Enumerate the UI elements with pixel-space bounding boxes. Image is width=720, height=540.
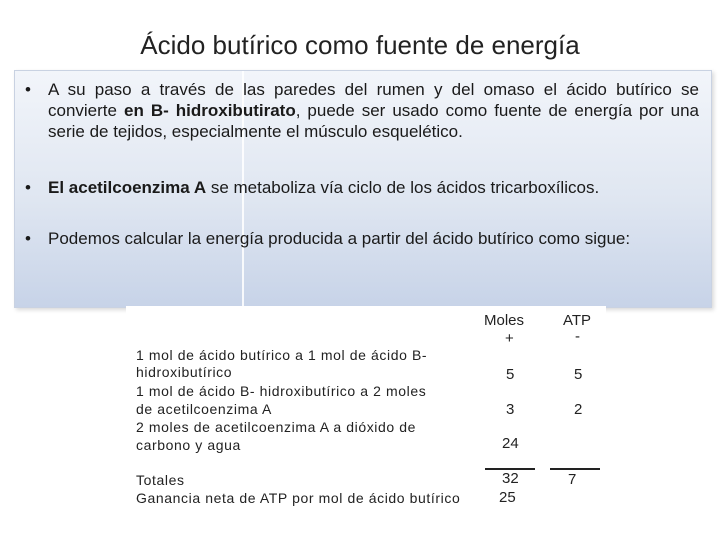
bullet-text (48, 228, 699, 249)
header-atp: ATP (563, 312, 592, 329)
net-gain-value: 25 (499, 489, 516, 506)
row-moles: 5 (506, 366, 515, 383)
bullet-text-bold: El acetilcoenzima A (48, 178, 207, 197)
slide-title: Ácido butírico como fuente de energía (140, 30, 580, 60)
row-moles: 3 (506, 401, 515, 418)
bullet-marker: • (25, 80, 31, 99)
row-atp: 5 (574, 366, 583, 383)
bullet-item (25, 79, 699, 142)
totals-label: Totales (136, 472, 185, 488)
bullet-marker: • (25, 178, 31, 197)
row-label: de acetilcoenzima A (136, 401, 272, 417)
sum-rule (550, 468, 600, 470)
net-gain-label: Ganancia neta de ATP por mol de ácido butírico (136, 490, 461, 506)
content-box (14, 70, 712, 308)
bullet-text-plain: se metaboliza vía ciclo de los ácidos tricarboxílicos. (206, 178, 600, 197)
bullet-text (48, 177, 699, 198)
bullet-text (48, 79, 699, 142)
energy-table (126, 306, 606, 534)
header-atp-sign: - (575, 328, 580, 345)
row-label: carbono y agua (136, 437, 241, 453)
bullet-text-plain: , puede ser usado como fuente de energía por una serie de tejidos, especialmente el músculo esquelético. (48, 101, 699, 141)
row-label: 1 mol de ácido B- hidroxibutírico a 2 moles (136, 383, 427, 399)
row-label: hidroxibutírico (136, 364, 233, 380)
totals-moles: 32 (502, 470, 519, 487)
bullet-marker: • (25, 229, 31, 248)
row-label: 2 moles de acetilcoenzima A a dióxido de (136, 419, 417, 435)
row-moles: 24 (502, 435, 519, 452)
row-label: 1 mol de ácido butírico a 1 mol de ácido B- (136, 347, 428, 363)
bullet-text-bold: en B- hidroxibutirato (123, 101, 296, 120)
bullet-text-plain: Podemos calcular la energía producida a partir del ácido butírico como sigue: (48, 229, 631, 248)
header-moles-sign: + (505, 330, 514, 347)
bullet-item (25, 177, 699, 198)
bullet-item (25, 228, 699, 249)
row-atp: 2 (574, 401, 583, 418)
header-moles: Moles (484, 312, 525, 329)
bullet-text-plain: A su paso a través de las paredes del rumen y del omaso el ácido butírico se convierte (48, 80, 699, 120)
totals-atp: 7 (568, 471, 577, 488)
